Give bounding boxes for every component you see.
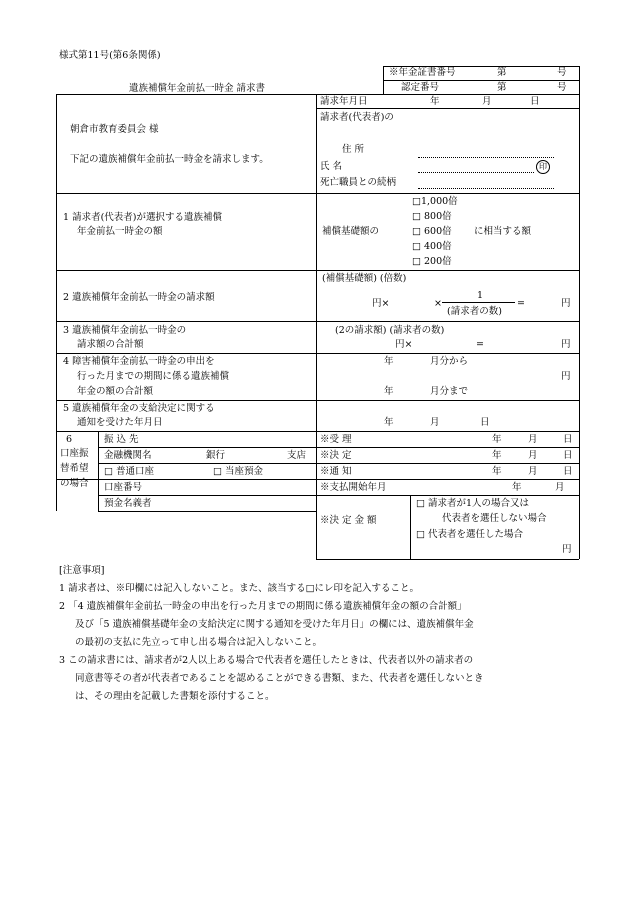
notification-label: ※通 知: [320, 466, 352, 477]
row4-month-from: 月分から: [430, 356, 469, 367]
transfer-destination-label: 振 込 先: [104, 434, 139, 445]
account-holder-label: 預金名義者: [104, 498, 152, 509]
receipt-day: 日: [563, 434, 573, 445]
bank-suffix: 銀行: [206, 450, 226, 461]
fraction-bar: [442, 302, 515, 303]
row2-header: (補償基礎額) (倍数): [322, 273, 407, 284]
row6-side-line2: 替希望: [60, 463, 89, 474]
notification-month: 月: [528, 466, 538, 477]
row3-label-line1: 3 遺族補償年金前払一時金の: [63, 325, 187, 336]
note-2-line2: 及び「5 遺族補償基礎年金の支給決定に関する通知を受けた年月日」の欄には、遺族補償年金: [75, 619, 474, 630]
ordinary-account-checkbox[interactable]: □ 普通口座: [104, 466, 154, 477]
row3-label-line2: 請求額の合計額: [77, 339, 144, 350]
row2-label: 2 遺族補償年金前払一時金の請求額: [63, 292, 215, 303]
receipt-label: ※受 理: [320, 434, 352, 445]
address-field[interactable]: [418, 157, 554, 158]
row3-header: (2の請求額) (請求者の数): [335, 325, 445, 336]
row2-denominator: (請求者の数): [447, 306, 502, 317]
claim-month: 月: [482, 96, 492, 107]
row5-label-line2: 通知を受けた年月日: [77, 417, 163, 428]
row2-x: ×: [434, 298, 442, 309]
row6-number: 6: [66, 434, 73, 445]
row6-side-line3: の場合: [60, 478, 89, 489]
row3-yen: 円: [561, 339, 571, 350]
row4-yen: 円: [561, 371, 571, 382]
account-number-label: 口座番号: [104, 482, 143, 493]
single-claimant-option[interactable]: □ 請求者が1人の場合又は: [416, 498, 530, 509]
bank-name-label: 金融機関名: [104, 450, 152, 461]
address-label: 住 所: [342, 144, 365, 155]
addressee: 朝倉市教育委員会 様: [70, 124, 159, 135]
base-amount-label: 補償基礎額の: [322, 226, 380, 237]
cert-dai: 第: [497, 67, 507, 78]
row2-yen: 円: [561, 298, 571, 309]
notes-title: [注意事項]: [59, 565, 105, 576]
row2-yen-x: 円×: [372, 298, 390, 309]
row6-side-line1: 口座振: [60, 448, 89, 459]
decision-year: 年: [492, 450, 502, 461]
row5-day: 日: [480, 417, 490, 428]
receipt-month: 月: [528, 434, 538, 445]
representative-option[interactable]: □ 代表者を選任した場合: [416, 529, 523, 540]
decided-amount-yen: 円: [562, 544, 572, 555]
relation-field[interactable]: [418, 188, 554, 189]
note-3-line2: 同意書等その者が代表者であることを認めることができる書類、また、代表者を選任しないとき: [75, 673, 484, 684]
auth-go: 号: [557, 82, 567, 93]
row4-month-until: 月分まで: [430, 386, 469, 397]
row2-one: 1: [477, 290, 484, 301]
single-claimant-option-line2: 代表者を選任しない場合: [442, 513, 547, 524]
row5-month: 月: [430, 417, 440, 428]
cert-go: 号: [557, 67, 567, 78]
decision-month: 月: [528, 450, 538, 461]
decided-amount-label: ※決 定 金 額: [320, 515, 377, 526]
branch-suffix: 支店: [287, 450, 307, 461]
name-label: 氏 名: [320, 161, 343, 172]
claim-statement: 下記の遺族補償年金前払一時金を請求します。: [70, 154, 269, 165]
multiplier-option-200[interactable]: □ 200倍: [412, 256, 452, 267]
relation-label: 死亡職員との続柄: [320, 177, 397, 188]
note-2-line3: の最初の支払に先立って申し出る場合は記入しないこと。: [75, 637, 323, 648]
row3-yen-x: 円×: [395, 339, 413, 350]
certificate-number-label: ※年金証書番号: [389, 67, 456, 78]
multiplier-option-1000[interactable]: □1,000倍: [412, 196, 458, 207]
receipt-year: 年: [492, 434, 502, 445]
multiplier-option-400[interactable]: □ 400倍: [412, 241, 452, 252]
multiplier-option-600[interactable]: □ 600倍: [412, 226, 452, 237]
payment-start-label: ※支払開始年月: [320, 482, 387, 493]
claim-day: 日: [530, 96, 540, 107]
row1-label-line2: 年金前払一時金の額: [77, 226, 163, 237]
claim-date-label: 請求年月日: [320, 96, 368, 107]
row4-year-from: 年: [384, 356, 394, 367]
note-3-line3: は、その理由を記載した書類を添付すること。: [75, 691, 275, 702]
name-field[interactable]: [418, 172, 534, 173]
seal-icon: 印: [536, 160, 550, 174]
note-1: 1 請求者は、※印欄には記入しないこと。また、該当する□にレ印を記入すること。: [59, 583, 420, 594]
note-3-line1: 3 この請求書には、請求者が2人以上ある場合で代表者を選任したときは、代表者以外の請求者の: [59, 655, 474, 666]
auth-dai: 第: [497, 82, 507, 93]
equivalent-amount-suffix: に相当する額: [474, 226, 532, 237]
row4-label-line2: 行った月までの期間に係る遺族補償: [77, 371, 230, 382]
form-title: 遺族補償年金前払一時金 請求書: [129, 83, 266, 94]
multiplier-option-800[interactable]: □ 800倍: [412, 211, 452, 222]
row5-year: 年: [384, 417, 394, 428]
payment-start-month: 月: [555, 482, 565, 493]
decision-day: 日: [563, 450, 573, 461]
row4-label-line1: 4 障害補償年金前払一時金の申出を: [63, 356, 215, 367]
form-number: 様式第11号(第6条関係): [59, 50, 161, 61]
row4-year-until: 年: [384, 386, 394, 397]
claimant-label: 請求者(代表者)の: [320, 112, 394, 123]
row1-label-line1: 1 請求者(代表者)が選択する遺族補償: [63, 212, 222, 223]
decision-label: ※決 定: [320, 450, 352, 461]
notification-day: 日: [563, 466, 573, 477]
authorization-number-label: 認定番号: [401, 82, 440, 93]
payment-start-year: 年: [512, 482, 522, 493]
row5-label-line1: 5 遺族補償年金の支給決定に関する: [63, 403, 215, 414]
claim-year: 年: [430, 96, 440, 107]
row4-label-line3: 年金の額の合計額: [77, 386, 154, 397]
notification-year: 年: [492, 466, 502, 477]
row3-eq: =: [476, 339, 484, 350]
note-2-line1: 2 「4 遺族補償年金前払一時金の申出を行った月までの期間に係る遺族補償年金の額の合計額」: [59, 601, 467, 612]
current-account-checkbox[interactable]: □ 当座預金: [213, 466, 263, 477]
row2-eq: =: [517, 298, 525, 309]
